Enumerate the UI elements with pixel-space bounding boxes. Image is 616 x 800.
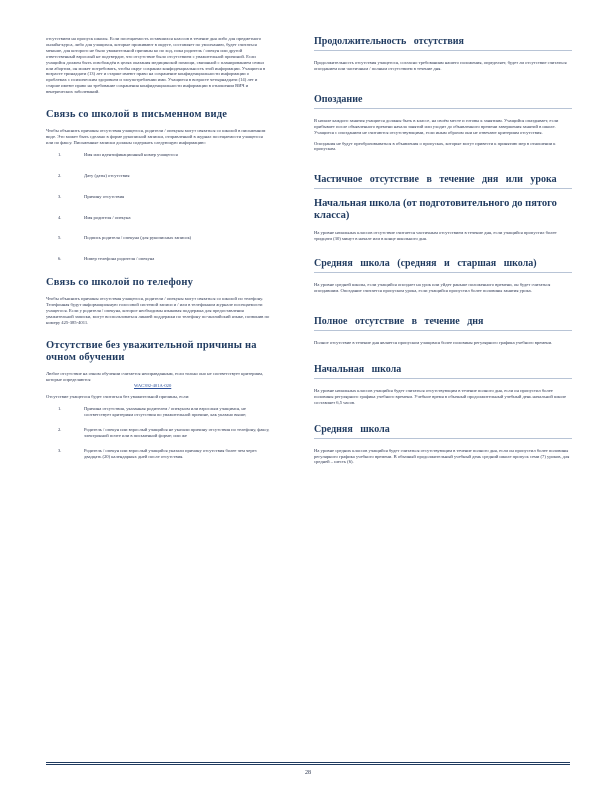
list-item: 3. Родитель / опекун или взрослый учащийся указали причину отсутствия более чем через двадцать (20) календарных дней после отсутствия. (58, 448, 257, 459)
partial-elementary-text: На уровне начальных классов отсутствие считается частичным отсутствием в течение дня, если учащийся пропустил более тридцати (30) минут в начале или в конце школьного дня. (314, 230, 557, 242)
full-elementary-text: На уровне начальных классов учащийся будет считаться отсутствующим в течение полного дня, если он пропустил более половины регулярного графика учебного времени. Учебное время в обычный продолжительный учебный день начальной школе составляет 6,5 часов. (314, 387, 567, 405)
full-absence-text: Полное отсутствие в течение дня является пропуском учащимся более половины регулярного графика учебного времени. (314, 339, 553, 345)
full-elementary-heading: Начальная школа (314, 364, 572, 379)
partial-elementary-heading: Начальная школа (от подготовительного до пятого класса) (314, 198, 557, 222)
list-item: 2. Родитель / опекун или взрослый учащийся не указали причину отсутствия по телефону, факсу, электронной почте или в письменной форме; или же (58, 427, 270, 439)
wac-reference-link[interactable]: WAC392-401A-020 (134, 382, 172, 388)
phone-contact-text: Чтобы объяснить причины отсутствия учащегося, родители / опекуны могут связаться со школой по телефону. Телефонная будут информационную голосовой системой записи и / или в телефонном журнале посещаемости учащегося. Если у родителя / опекуна, которое необходимы языковая поддержка для предоставления уважительной записки, могут воспользоваться линией поддержки по телефону по-английский языке, позвонив по номеру 425-385-4011. (46, 296, 270, 325)
list-item: 5. Подпись родителя / опекуна (для рукописных записок) (58, 235, 192, 241)
partial-secondary-text: На уровне средней школы, если учащийся опоздает на урок или уйдет раньше положенного времени, он будет считаться опоздавшим. Опоздание считается пропуском урока, если учащийся пропустил более половины занятия урока. (314, 282, 551, 294)
list-item: 3. Причину отсутствия (58, 193, 125, 199)
written-contact-heading: Связь со школой в письменном виде (46, 109, 228, 121)
list-item: 4. Имя родителя / опекуна (58, 214, 131, 220)
late-text: В начале каждого занятия учащиеся должны быть в классе, на своём месте и готовы к занятиям. Учащийся опаздывает, если прибывает после объявленного времени начала занятий или уходит до объявленного времени завершения занятий в школе. Учащиеся с опозданием не считаются отсутствующими, если иным образом они не отвечают критериям отсутствия. (314, 117, 559, 135)
duration-section (314, 36, 572, 72)
partial-secondary-heading: Средняя школа (средняя и старшая школа) (314, 258, 572, 273)
unexcused-criteria-list (46, 406, 270, 459)
duration-text: Продолжительность отсутствия учащегося, согласно требованиям нашего положения, определяет, будет ли отсутствие считаться опозданием или частичным / полным отсутствием в течение дня. (314, 60, 567, 71)
full-absence-heading: Полное отсутствие в течение дня (314, 316, 572, 331)
written-requirements-list (46, 152, 270, 262)
unexcused-heading: Отсутствие без уважительной причины на очном обучении (46, 339, 257, 363)
full-absence-section (314, 316, 572, 465)
late-section (314, 94, 572, 153)
footer-divider (46, 764, 570, 765)
list-item: 1. Причина отсутствия, указанная родителем / опекуном или взрослым учащимся, не соответствует критериям отсутствия по уважительной причине, как указано выше; (58, 406, 247, 418)
partial-absence-heading: Частичное отсутствие в течение дня или урока (314, 174, 572, 189)
full-secondary-text: На уровне средних классов учащийся будет считаться отсутствующим в течение полного дня, если он пропустил более половины регулярного графика учебного времени. В обычный продолжительный учебный день средний школе пропуск семи (7) уроков, для средней – шесть (6). (314, 447, 570, 465)
full-secondary-heading: Средняя школа (314, 424, 572, 439)
unexcused-criteria-intro: Отсутствие учащегося будет считаться без уважительной причины, если: (46, 394, 190, 400)
footer-divider (46, 762, 570, 763)
list-item: 6. Номер телефона родителя / опекуна (58, 256, 155, 262)
unexcused-text: Любое отсутствие на очном обучении считается неоправданным, если только оно не соответствует критериям, которые определяются WAC392-401A-020 (46, 370, 264, 388)
right-column (314, 36, 572, 487)
list-item: 1. Имя или идентификационный номер учащегося (58, 151, 178, 157)
page-number: 28 (305, 770, 311, 776)
written-contact-text: Чтобы объяснить причины отсутствия учащегося, родители / опекуны могут связаться со школой в письменном виде. Это может быть сделано в форме рукописной записки, отправленной в журнал посещаемости учащегося или по факсу. Письменные записки должны содержать следующую информацию: (46, 128, 266, 145)
left-column (46, 36, 270, 469)
late-heading: Опоздание (314, 94, 572, 109)
list-item: 2. Дату (даты) отсутствия (58, 172, 130, 178)
partial-absence-section (314, 174, 572, 294)
intro-paragraph: отсутствием на пропуск школы. Если посещаемость оставшихся классов в течение дня либо для предметного онлайн-курса, либо для учащихся, которые проживают в округе, составляет по умолчанию, будет считаться меньше, для которого не было уважительной причины ко по ход, пока родитель / опекун или другой ответственный взрослый не подтвердит, что отсутствие было отсутствием с уважительной причиной. Если учащийся должен быть освобождён в целях оказания медицинской помощи, связанной с планированием семьи или абортом, он может потребовать, чтобы округ сохранил конфиденциальность этой информации. Учащиеся в возрасте тринадцати (13) лет и старше имеют право на сохранение конфиденциальности информации о проблемах с психическим здоровьем и злоупотреблении ими. Учащиеся в возрасте четырнадцати (14) лет и старше имеют право на требование сохранения конфиденциальности информации в отношении ВИЧ и венерических заболеваний. (46, 36, 266, 95)
phone-contact-heading: Связь со школой по телефону (46, 277, 194, 289)
duration-heading: Продолжительность отсутствия (314, 36, 572, 51)
late-conversion-text: Опоздания не будут преобразовываться в объявления о пропусках, которые могут привести к принятию мер в отношении к пропускам. (314, 140, 556, 152)
